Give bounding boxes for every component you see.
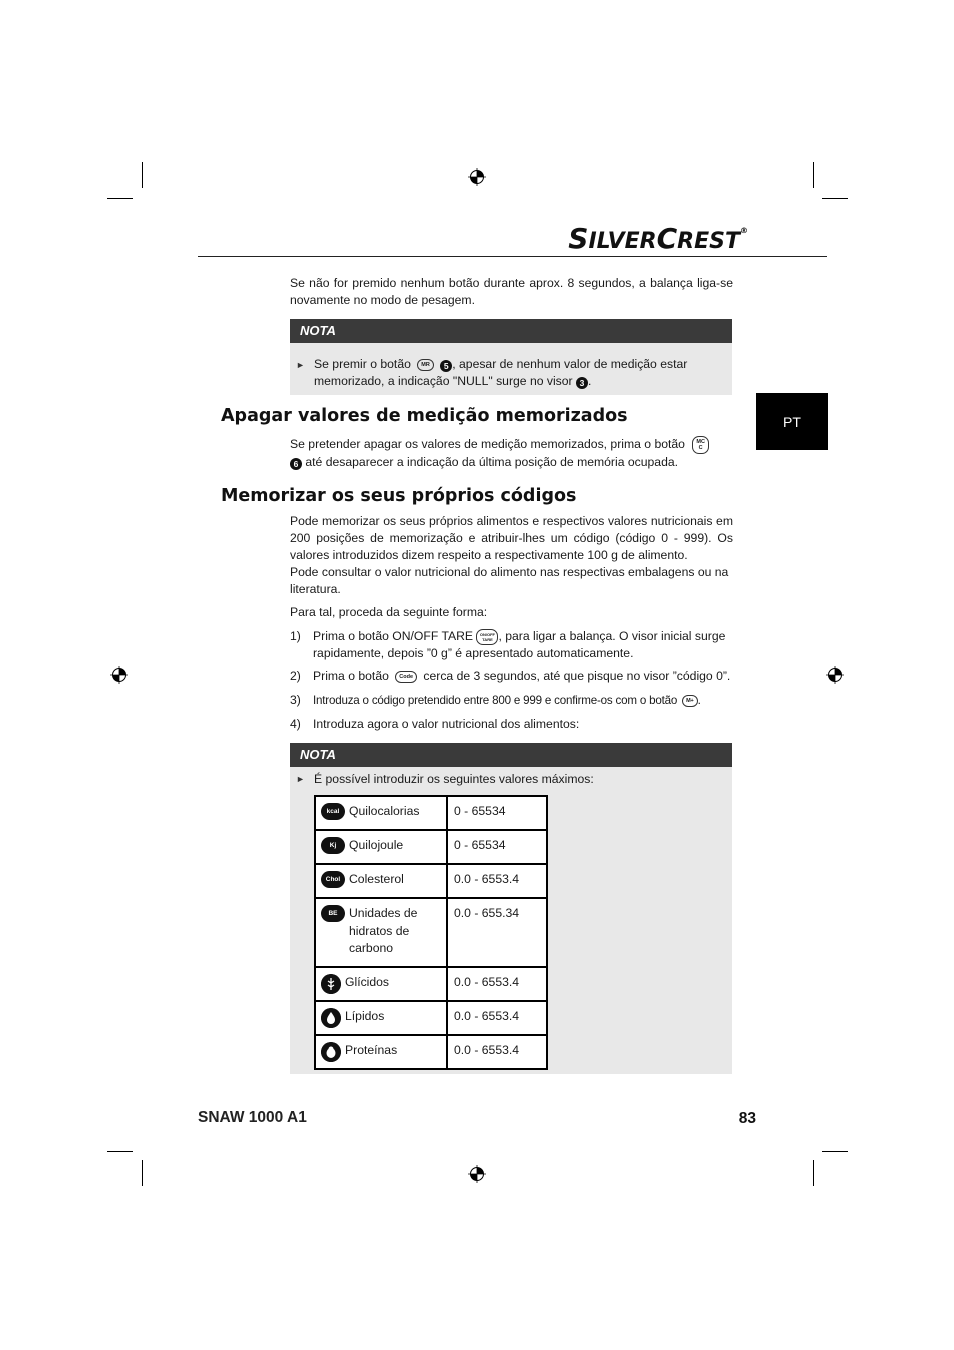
table-row: Chol Colesterol 0.0 - 6553.4 [315, 864, 547, 898]
ref-number: 6 [290, 458, 302, 470]
note-header: NOTA [290, 319, 732, 343]
ref-number: 3 [576, 377, 588, 389]
step-text: Prima o botão ON/OFF TARE ON/OFF TARE , para ligar a balança. O visor inicial surge rapidamente, depois ”0 g” é apresentado automaticamente. [313, 629, 726, 660]
mc-key-icon: MC C [692, 436, 709, 454]
bullet-triangle-icon: ► [296, 774, 305, 784]
crop-mark [813, 1160, 814, 1186]
section-heading: Apagar valores de medição memorizados [221, 406, 628, 426]
crop-mark [107, 1151, 133, 1152]
mr-key-icon: MR [417, 359, 434, 371]
step-number: 3) [290, 693, 301, 707]
on-off-tare-key-icon: ON/OFF TARE [476, 629, 498, 645]
crop-mark [822, 198, 848, 199]
table-row: kcal Quilocalorias 0 - 65534 [315, 796, 547, 830]
kcal-icon: kcal [321, 803, 345, 820]
section-paragraph: Pode consultar o valor nutricional do alimento nas respectivas embalagens ou na literatura. [290, 565, 729, 596]
m-plus-key-icon: M+ [682, 695, 697, 707]
section-lead: Para tal, proceda da seguinte forma: [290, 605, 488, 619]
table-row: Kj Quilojoule 0 - 65534 [315, 830, 547, 864]
section-heading: Memorizar os seus próprios códigos [221, 486, 577, 506]
crop-mark [813, 162, 814, 188]
step-text: Introduza o código pretendido entre 800 e 999 e confirme-os com o botão M+ . [313, 694, 701, 707]
max-values-table [314, 795, 548, 1070]
footer-model: SNAW 1000 A1 [198, 1109, 307, 1126]
table-row: Glícidos 0.0 - 6553.4 [315, 967, 547, 1001]
step-text: Introduza agora o valor nutricional dos alimentos: [313, 717, 580, 731]
lipidos-icon [321, 1008, 341, 1028]
crop-mark [142, 1160, 143, 1186]
registration-mark-icon [110, 666, 128, 684]
bullet-triangle-icon: ► [296, 360, 305, 370]
language-tab: PT [756, 393, 828, 450]
glicidos-icon [321, 974, 341, 994]
code-key-icon: Code [395, 671, 417, 683]
page-number: 83 [738, 1110, 756, 1127]
crop-mark [822, 1151, 848, 1152]
registration-mark-icon [826, 666, 844, 684]
registration-mark-icon [468, 1165, 486, 1183]
step-number: 4) [290, 717, 301, 731]
registration-mark-icon [468, 168, 486, 186]
intro-paragraph: Se não for premido nenhum botão durante aprox. 8 segundos, a balança liga-se novamente no modo de pesagem. [290, 276, 733, 307]
note-text: É possível introduzir os seguintes valores máximos: [314, 772, 594, 786]
note-header: NOTA [290, 743, 732, 767]
note-text: Se premir o botão MR 5 , apesar de nenhum valor de medição estar memorizado, a indicação "NULL" surge no visor 3 . [314, 357, 688, 388]
note-box [290, 343, 732, 395]
section-paragraph: Se pretender apagar os valores de medição memorizados, prima o botão MC C 6 até desaparecer a indicação da última posição de memória ocupada. [290, 436, 735, 471]
step-text: Prima o botão Code cerca de 3 segundos, até que pisque no visor ”código 0”. [313, 669, 731, 683]
step-number: 1) [290, 629, 301, 643]
be-icon: BE [321, 905, 345, 922]
crop-mark [107, 198, 133, 199]
brand-logo: SILVERCREST® [568, 222, 748, 255]
crop-mark [142, 162, 143, 188]
table-row: BE Unidades de hidratos de carbono 0.0 - 655.34 [315, 898, 547, 967]
table-row: Proteínas 0.0 - 6553.4 [315, 1035, 547, 1069]
step-number: 2) [290, 669, 301, 683]
proteinas-icon [321, 1042, 341, 1062]
chol-icon: Chol [321, 871, 345, 888]
table-row: Lípidos 0.0 - 6553.4 [315, 1001, 547, 1035]
ref-number: 5 [440, 360, 452, 372]
section-paragraph: Pode memorizar os seus próprios alimentos e respectivos valores nutricionais em 200 posições de memorização e atribuir-lhes um código (código 0 - 999). Os valores introduzidos dizem respeito a respectivamente 100 g de alimento. [290, 514, 733, 562]
kj-icon: Kj [321, 837, 345, 854]
header-rule [198, 256, 827, 257]
